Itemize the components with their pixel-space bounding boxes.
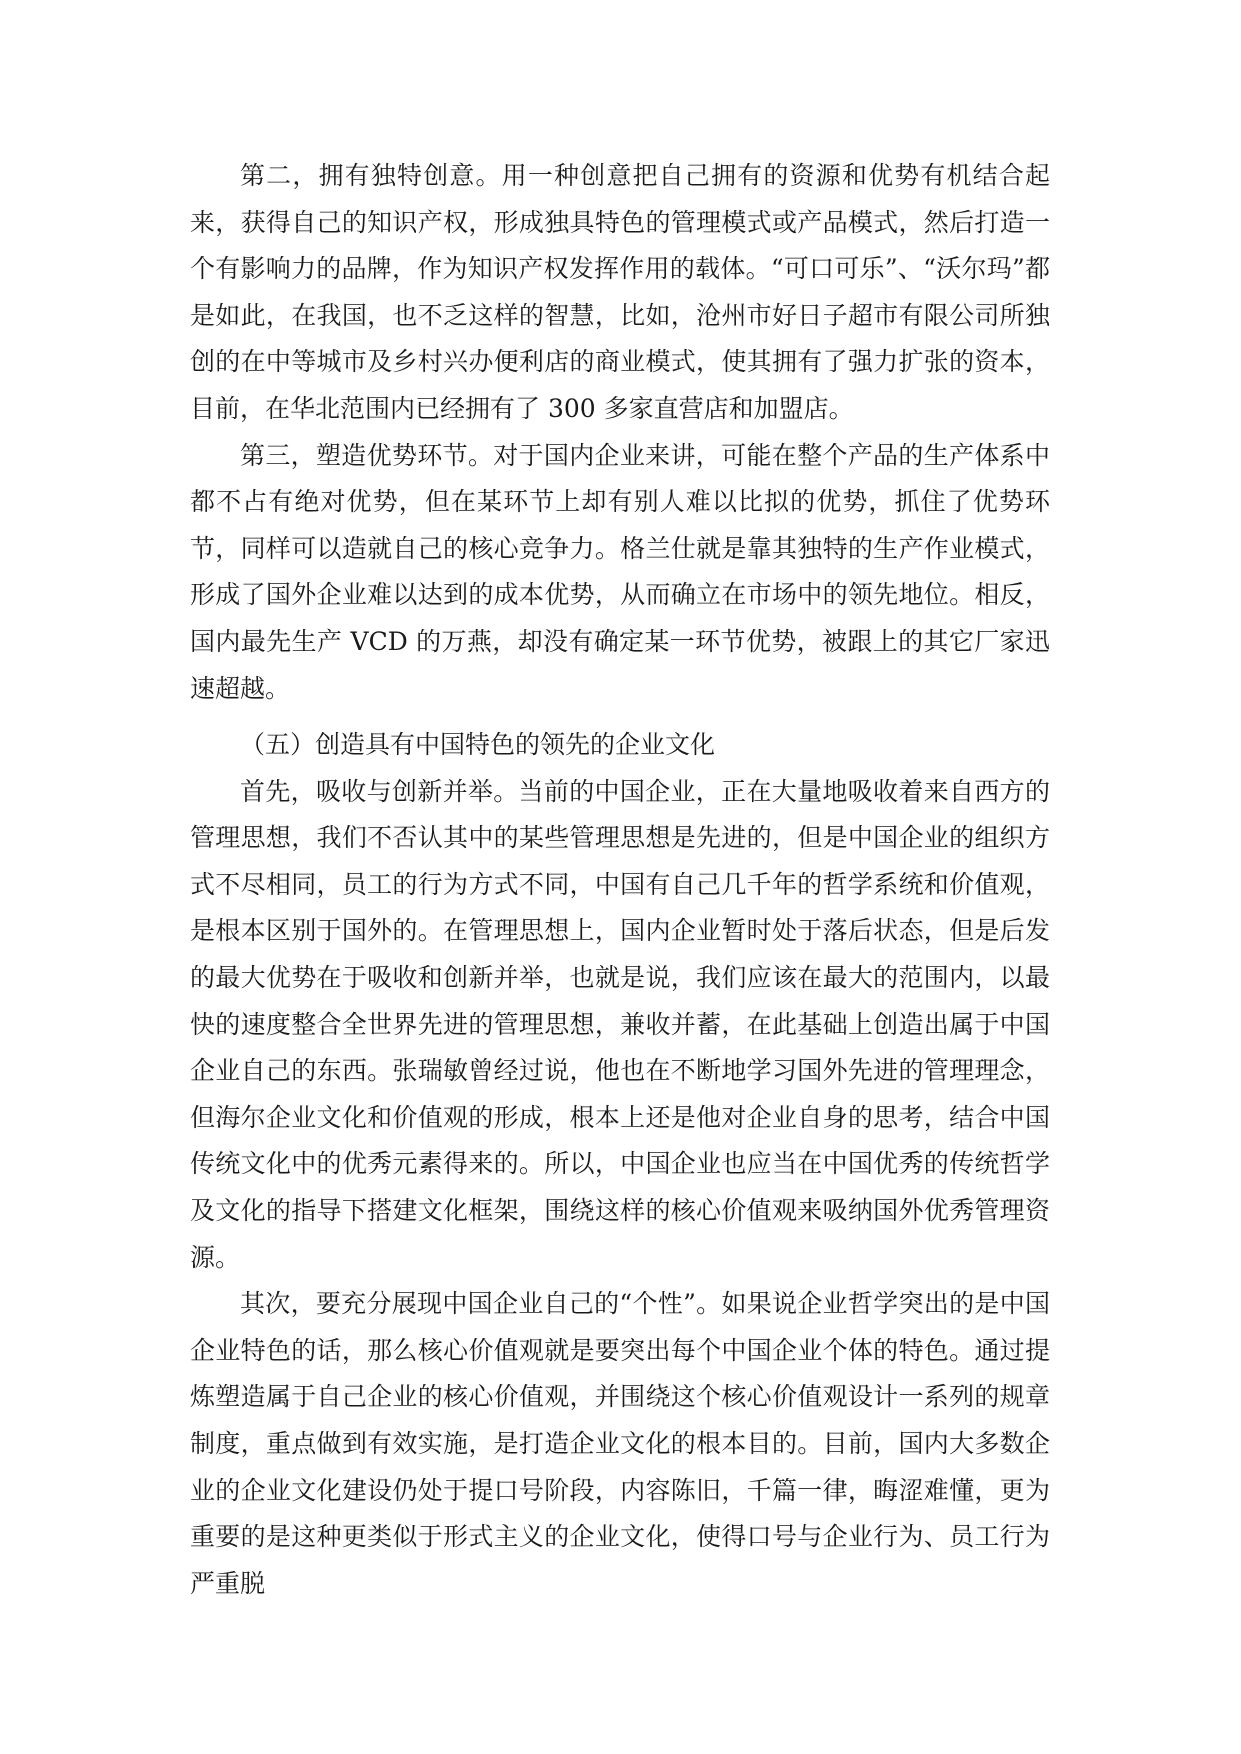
paragraph-third-advantage-link: 第三，塑造优势环节。对于国内企业来讲，可能在整个产品的生产体系中都不占有绝对优势，但在某环节上却有别人难以比拟的优势，抓住了优势环节，同样可以造就自己的核心竞争力。格兰仕就是靠其独特的生产作业模式，形成了国外企业难以达到的成本优势，从而确立在市场中的领先地位。相反，国内最先生产 VCD 的万燕，却没有确定某一环节优势，被跟上的其它厂家迅速超越。 [190, 440, 1050, 703]
paragraph-second-unique-creativity: 第二，拥有独特创意。用一种创意把自己拥有的资源和优势有机结合起来，获得自己的知识产权，形成独具特色的管理模式或产品模式，然后打造一个有影响力的品牌，作为知识产权发挥作用的载体。“可口可乐”、“沃尔玛”都是如此，在我国，也不乏这样的智慧，比如，沧州市好日子超市有限公司所独创的在中等城市及乡村兴办便利店的商业模式，使其拥有了强力扩张的资本，目前，在华北范围内已经拥有了 300 多家直营店和加盟店。 [190, 161, 1050, 423]
paragraph-first-absorb-innovate: 首先，吸收与创新并举。当前的中国企业，正在大量地吸收着来自西方的管理思想，我们不否认其中的某些管理思想是先进的，但是中国企业的组织方式不尽相同，员工的行为方式不同，中国有自己几千年的哲学系统和价值观，是根本区别于国外的。在管理思想上，国内企业暂时处于落后状态，但是后发的最大优势在于吸收和创新并举，也就是说，我们应该在最大的范围内，以最快的速度整合全世界先进的管理思想，兼收并蓄，在此基础上创造出属于中国企业自己的东西。张瑞敏曾经过说，他也在不断地学习国外先进的管理理念，但海尔企业文化和价值观的形成，根本上还是他对企业自身的思考，结合中国传统文化中的优秀元素得来的。所以，中国企业也应当在中国优秀的传统哲学及文化的指导下搭建文化框架，围绕这样的核心价值观来吸纳国外优秀管理资源。 [190, 776, 1050, 1272]
section-five [190, 722, 1050, 1607]
upper-section [190, 153, 1050, 712]
paragraph-second-individuality: 其次，要充分展现中国企业自己的“个性”。如果说企业哲学突出的是中国企业特色的话，那么核心价值观就是要突出每个中国企业个体的特色。通过提炼塑造属于自己企业的核心价值观，并围绕这个核心价值观设计一系列的规章制度，重点做到有效实施，是打造企业文化的根本目的。目前，国内大多数企业的企业文化建设仍处于提口号阶段，内容陈旧，千篇一律，晦涩难懂，更为重要的是这种更类似于形式主义的企业文化，使得口号与企业行为、员工行为严重脱 [190, 1289, 1050, 1598]
section-heading: （五）创造具有中国特色的领先的企业文化 [240, 730, 716, 759]
